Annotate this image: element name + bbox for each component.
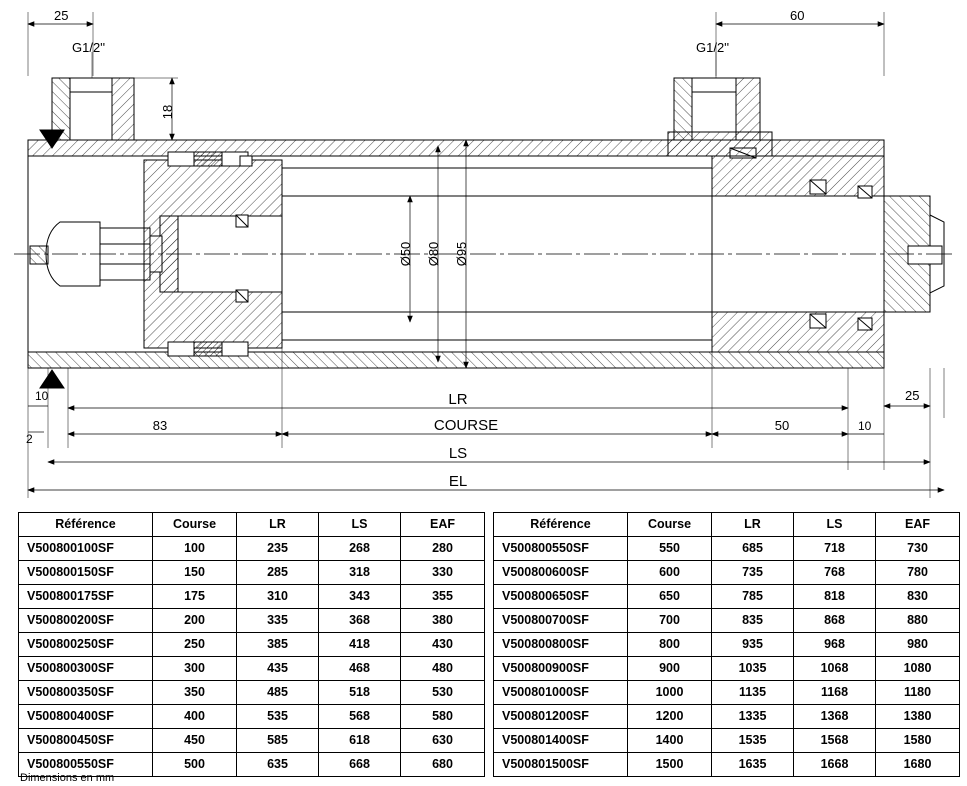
- cell-course: 175: [153, 585, 237, 609]
- cell-reference: V500800300SF: [19, 657, 153, 681]
- table-row: [494, 729, 960, 753]
- cell-ls: 1068: [794, 657, 876, 681]
- cell-reference: V500800250SF: [19, 633, 153, 657]
- cell-eaf: 1180: [876, 681, 960, 705]
- cell-course: 100: [153, 537, 237, 561]
- cell-eaf: 1680: [876, 753, 960, 777]
- cell-reference: V500800650SF: [494, 585, 628, 609]
- col-header-reference: Référence: [19, 513, 153, 537]
- dim-83: 83: [152, 418, 168, 433]
- table-row: [494, 705, 960, 729]
- cell-eaf: 280: [401, 537, 485, 561]
- col-header-reference: Référence: [494, 513, 628, 537]
- dim-right-25: 25: [905, 388, 920, 403]
- footnote-units: Dimensions en mm: [20, 772, 115, 784]
- table-row: [494, 561, 960, 585]
- cell-ls: 1668: [794, 753, 876, 777]
- cell-lr: 685: [712, 537, 794, 561]
- table-row: [494, 633, 960, 657]
- cell-eaf: 880: [876, 609, 960, 633]
- cell-reference: V500800200SF: [19, 609, 153, 633]
- cell-course: 1000: [628, 681, 712, 705]
- cell-reference: V500801000SF: [494, 681, 628, 705]
- cell-lr: 1035: [712, 657, 794, 681]
- cell-course: 150: [153, 561, 237, 585]
- table-row: [19, 585, 485, 609]
- dim-EL: EL: [448, 473, 468, 490]
- cell-lr: 635: [237, 753, 319, 777]
- table-header-row: [19, 513, 485, 537]
- dim-LR: LR: [448, 391, 468, 408]
- cell-ls: 768: [794, 561, 876, 585]
- cell-lr: 935: [712, 633, 794, 657]
- reference-table-right: [493, 512, 960, 777]
- label-port-left: G1/2'': [72, 40, 106, 55]
- table-row: [19, 633, 485, 657]
- cell-lr: 535: [237, 705, 319, 729]
- dim-left-10: 10: [35, 389, 49, 403]
- label-port-right: G1/2'': [696, 40, 730, 55]
- cell-course: 350: [153, 681, 237, 705]
- col-header-ls: LS: [319, 513, 401, 537]
- cell-ls: 318: [319, 561, 401, 585]
- cell-course: 250: [153, 633, 237, 657]
- cell-lr: 1335: [712, 705, 794, 729]
- dim-top-left-25: 25: [54, 8, 69, 23]
- col-header-lr: LR: [237, 513, 319, 537]
- cell-eaf: 480: [401, 657, 485, 681]
- cell-ls: 718: [794, 537, 876, 561]
- cell-ls: 1368: [794, 705, 876, 729]
- cell-ls: 343: [319, 585, 401, 609]
- cell-reference: V500800550SF: [494, 537, 628, 561]
- cell-lr: 735: [712, 561, 794, 585]
- cell-reference: V500801400SF: [494, 729, 628, 753]
- table-row: [19, 729, 485, 753]
- cell-reference: V500800900SF: [494, 657, 628, 681]
- col-header-lr: LR: [712, 513, 794, 537]
- dim-diameter-95: Ø95: [454, 241, 469, 267]
- table-row: [494, 753, 960, 777]
- cell-ls: 818: [794, 585, 876, 609]
- table-row: [19, 681, 485, 705]
- cell-course: 900: [628, 657, 712, 681]
- table-row: [494, 537, 960, 561]
- cell-eaf: 380: [401, 609, 485, 633]
- cell-ls: 1168: [794, 681, 876, 705]
- cell-reference: V500800100SF: [19, 537, 153, 561]
- cell-reference: V500800175SF: [19, 585, 153, 609]
- cell-eaf: 1380: [876, 705, 960, 729]
- cell-lr: 585: [237, 729, 319, 753]
- cell-ls: 968: [794, 633, 876, 657]
- dim-right-10: 10: [858, 419, 872, 433]
- cell-course: 200: [153, 609, 237, 633]
- table-row: [19, 609, 485, 633]
- cell-course: 800: [628, 633, 712, 657]
- table-row: [19, 537, 485, 561]
- cell-course: 1400: [628, 729, 712, 753]
- cell-ls: 668: [319, 753, 401, 777]
- cell-lr: 435: [237, 657, 319, 681]
- cell-course: 450: [153, 729, 237, 753]
- cell-reference: V500801500SF: [494, 753, 628, 777]
- cell-course: 550: [628, 537, 712, 561]
- cell-course: 1500: [628, 753, 712, 777]
- cell-eaf: 355: [401, 585, 485, 609]
- reference-tables: [0, 512, 967, 777]
- cell-eaf: 780: [876, 561, 960, 585]
- cell-eaf: 830: [876, 585, 960, 609]
- cell-course: 600: [628, 561, 712, 585]
- cell-eaf: 580: [401, 705, 485, 729]
- cell-course: 1200: [628, 705, 712, 729]
- cell-reference: V500800550SF: [19, 753, 153, 777]
- cell-lr: 285: [237, 561, 319, 585]
- cell-lr: 785: [712, 585, 794, 609]
- cell-eaf: 980: [876, 633, 960, 657]
- cell-eaf: 330: [401, 561, 485, 585]
- cell-lr: 835: [712, 609, 794, 633]
- cell-eaf: 430: [401, 633, 485, 657]
- cell-lr: 310: [237, 585, 319, 609]
- table-row: [19, 561, 485, 585]
- cell-lr: 1535: [712, 729, 794, 753]
- cell-reference: V500800600SF: [494, 561, 628, 585]
- dim-left-2: 2: [26, 432, 33, 446]
- cell-eaf: 680: [401, 753, 485, 777]
- cell-ls: 868: [794, 609, 876, 633]
- cell-ls: 268: [319, 537, 401, 561]
- col-header-course: Course: [628, 513, 712, 537]
- col-header-eaf: EAF: [876, 513, 960, 537]
- cell-course: 300: [153, 657, 237, 681]
- cell-eaf: 1580: [876, 729, 960, 753]
- cell-reference: V500800400SF: [19, 705, 153, 729]
- cell-reference: V500800350SF: [19, 681, 153, 705]
- cell-lr: 1135: [712, 681, 794, 705]
- cell-ls: 468: [319, 657, 401, 681]
- cell-ls: 368: [319, 609, 401, 633]
- cell-reference: V500800150SF: [19, 561, 153, 585]
- cell-reference: V500800800SF: [494, 633, 628, 657]
- cell-eaf: 630: [401, 729, 485, 753]
- cell-course: 400: [153, 705, 237, 729]
- table-row: [19, 657, 485, 681]
- cell-course: 500: [153, 753, 237, 777]
- cell-ls: 618: [319, 729, 401, 753]
- cell-lr: 235: [237, 537, 319, 561]
- dim-right-50: 50: [774, 418, 790, 433]
- cell-lr: 335: [237, 609, 319, 633]
- cell-lr: 1635: [712, 753, 794, 777]
- col-header-eaf: EAF: [401, 513, 485, 537]
- table-header-row: [494, 513, 960, 537]
- cell-lr: 485: [237, 681, 319, 705]
- cell-course: 650: [628, 585, 712, 609]
- dim-COURSE: COURSE: [433, 417, 499, 434]
- cell-ls: 1568: [794, 729, 876, 753]
- dim-depth-18: 18: [160, 104, 175, 120]
- cell-course: 700: [628, 609, 712, 633]
- cell-reference: V500800450SF: [19, 729, 153, 753]
- table-row: [494, 681, 960, 705]
- cell-reference: V500801200SF: [494, 705, 628, 729]
- reference-table-left: [18, 512, 485, 777]
- dim-LS: LS: [448, 445, 468, 462]
- table-row: [494, 585, 960, 609]
- col-header-ls: LS: [794, 513, 876, 537]
- cell-ls: 518: [319, 681, 401, 705]
- cell-eaf: 1080: [876, 657, 960, 681]
- col-header-course: Course: [153, 513, 237, 537]
- cell-eaf: 730: [876, 537, 960, 561]
- dim-diameter-50: Ø50: [398, 241, 413, 267]
- table-row: [494, 657, 960, 681]
- cell-eaf: 530: [401, 681, 485, 705]
- cell-ls: 568: [319, 705, 401, 729]
- cell-ls: 418: [319, 633, 401, 657]
- table-row: [19, 705, 485, 729]
- cell-lr: 385: [237, 633, 319, 657]
- table-row: [494, 609, 960, 633]
- cell-reference: V500800700SF: [494, 609, 628, 633]
- dim-diameter-80: Ø80: [426, 241, 441, 267]
- dim-top-right-60: 60: [790, 8, 805, 23]
